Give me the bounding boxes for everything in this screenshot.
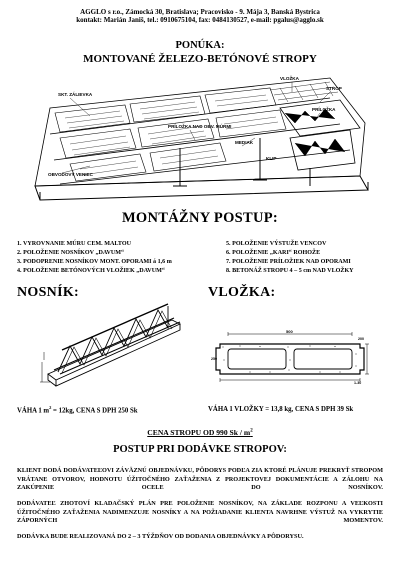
assembly-step: 7. POLOŽENIE PRÍLOŽIEK NAD OPORAMI: [226, 259, 351, 265]
assembly-step: 2. POLOŽENIE NOSNÍKOV „DAVUM“: [17, 250, 125, 256]
label-klip: KLIP: [266, 156, 277, 161]
insert-caption: VÁHA 1 VLOŽKY = 13,8 kg, CENA S DPH 39 Sk: [208, 406, 354, 413]
insert-dim-height: 250: [211, 357, 217, 361]
offer-title: PONÚKA:: [175, 40, 225, 51]
beam-caption-prefix: VÁHA 1 m: [17, 407, 50, 415]
assembly-steps-left: [17, 240, 217, 276]
delivery-title: POSTUP PRI DODÁVKE STROPOV:: [113, 444, 287, 455]
header-contact: kontakt: Marián Janiš, tel.: 0910675104, fax: 0484130527, e-mail: pgalus@agglo.sk: [76, 16, 324, 24]
label-veniec: OBVODOVÝ VENIEC: [48, 172, 93, 177]
company-header: [0, 8, 400, 24]
assembly-step: 4. POLOŽENIE BETÓNOVÝCH VLOŽIEK „DAVUM“: [17, 268, 165, 274]
label-strop: STROP: [326, 86, 342, 91]
header-address: AGGLO s r.o., Zámocká 30, Bratislava; Pracovisko - 9. Mája 3, Banská Bystrica: [80, 8, 320, 16]
label-prilozka: PRÍLOŽKA: [312, 107, 336, 112]
label-mediak: MEDIAK: [235, 140, 254, 145]
label-zalievka: SKT. ZÁLIEVKA: [58, 92, 93, 97]
insert-dim-width: 500: [286, 330, 293, 334]
assembly-step: 6. POLOŽENIE „KARI“ ROHOŽE: [226, 250, 321, 256]
label-vlozka: VLOŽKA: [280, 76, 299, 81]
assembly-step: 3. PODOPRENIE NOSNÍKOV MONT. OPORAMI á 1,6 m: [17, 259, 172, 265]
beam-caption-sup: 2: [49, 405, 52, 410]
delivery-paragraph-3: DODÁVKA BUDE REALIZOVANÁ DO 2 – 3 TÝŽDŇOV OD DODANIA OBJEDNÁVKY A PÔDORYSU.: [17, 533, 304, 540]
offer-subtitle: MONTOVANÉ ŽELEZO-BETÓNOVÉ STROPY: [83, 53, 317, 65]
floor-illustration: [30, 68, 375, 203]
insert-dim-side: 200: [358, 337, 364, 341]
assembly-step: 8. BETONÁŽ STROPU 4 – 5 cm NAD VLOŽKY: [226, 268, 354, 274]
assembly-step: 5. POLOŽENIE VÝSTUŽE VENCOV: [226, 241, 327, 247]
beam-drawing: [40, 302, 190, 392]
beam-caption: [17, 405, 138, 414]
assembly-title: MONTÁŽNY POSTUP:: [121, 210, 279, 226]
insert-drawing: [210, 330, 370, 385]
insert-title: VLOŽKA:: [208, 285, 276, 300]
insert-dim-rim: 1-30: [354, 381, 362, 385]
assembly-step: 1. VYROVNANIE MÚRU CEM. MALTOU: [17, 241, 131, 247]
beam-caption-suffix: = 12kg, CENA S DPH 250 Sk: [51, 407, 138, 415]
floor-price-sup: 2: [250, 428, 253, 434]
beam-title: NOSNÍK:: [17, 285, 79, 300]
assembly-steps-right: [226, 240, 391, 276]
delivery-paragraph-1: KLIENT DODÁ DODÁVATEĽOVI ZÁVÄZNÚ OBJEDNÁVKU, PÔDORYS PODĽA ZIA KTORÉ PLÁNUJE PREKRYŤ STROPOM VRÁTANE OTVOROV, HODNOTU ÚŽITOČNÉHO ZAŤAŽENIA Z PROJEKTOVEJ DOKUMENTÁCIE A ZÁLOHU NA ZAKÚPENIE OCELE DO NOSNÍKOV.: [17, 467, 383, 492]
label-prilozka-obv: PRÍLOŽKA NAD OBV. MÚRMI: [168, 124, 232, 129]
delivery-paragraph-2: DODÁVATEĽ ZHOTOVÍ KLADAČSKÝ PLÁN PRE POLOŽENIE NOSNÍKOV, NA ZÁKLADE ROZPONU A VEĽKOSTI ÚŽITOČNÉHO ZAŤAŽENIA NADIMENZUJE NOSNÍKY A NA POŽIADANIE KLIENTA NAVRHNE VÝSTUŽ NA VYKRYTIE ZÁPORNÝCH MOMENTOV.: [17, 500, 383, 525]
floor-price: [0, 428, 400, 437]
floor-price-text: CENA STROPU OD 990 Sk / m: [147, 428, 251, 437]
